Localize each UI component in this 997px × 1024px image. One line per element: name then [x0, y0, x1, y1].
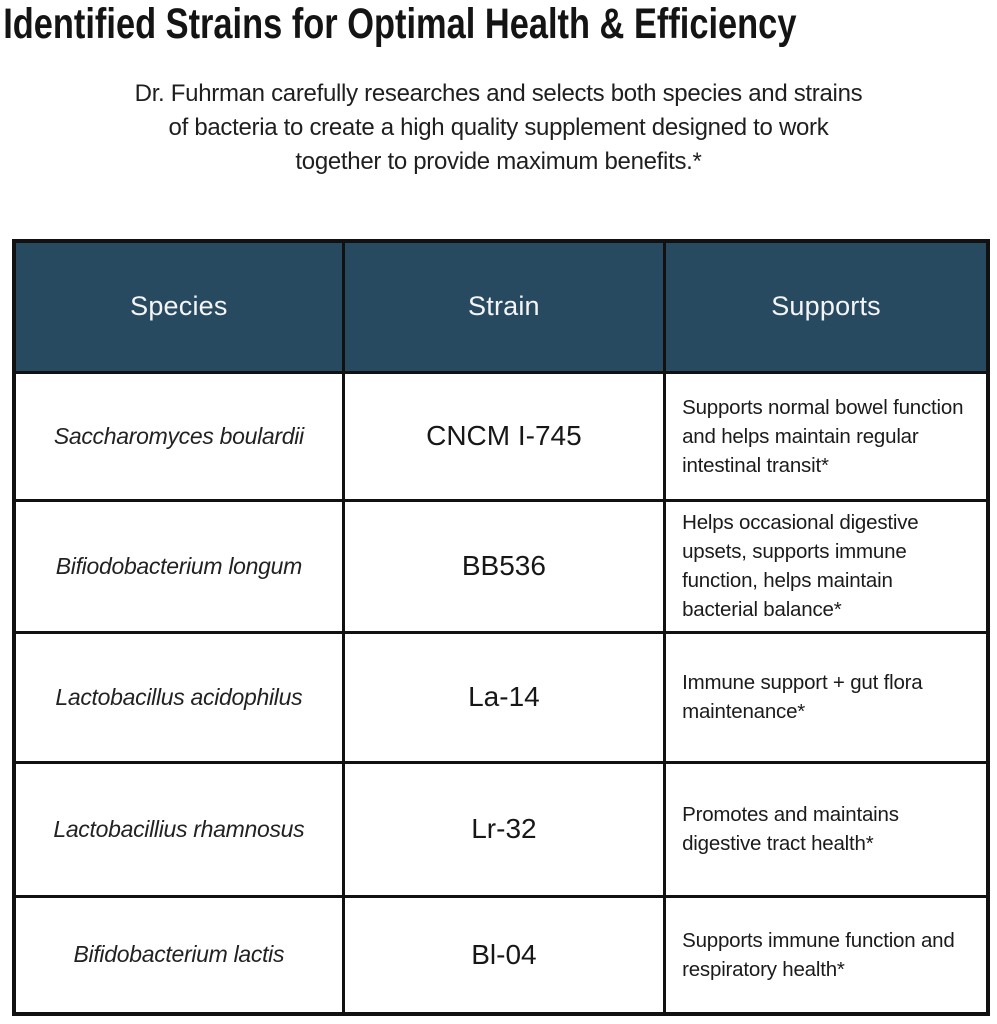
strain-cell: CNCM I-745 — [343, 372, 664, 500]
strain-cell: Bl-04 — [343, 896, 664, 1014]
strains-table — [12, 239, 990, 1016]
table-row — [14, 896, 988, 1014]
subtitle-line: Dr. Fuhrman carefully researches and selects both species and strains — [134, 80, 863, 108]
supports-cell: Helps occasional digestive upsets, supports immune function, helps maintain bacterial balance* — [665, 500, 988, 632]
species-cell: Saccharomyces boulardii — [14, 372, 343, 500]
table-row — [14, 372, 988, 500]
supports-cell: Immune support + gut flora maintenance* — [665, 632, 988, 762]
species-cell: Bifidobacterium lactis — [14, 896, 343, 1014]
supports-cell: Supports immune function and respiratory health* — [665, 896, 988, 1014]
supports-cell: Supports normal bowel function and helps maintain regular intestinal transit* — [665, 372, 988, 500]
table-row — [14, 632, 988, 762]
subtitle — [0, 77, 997, 179]
species-cell: Bifiodobacterium longum — [14, 500, 343, 632]
table-row — [14, 762, 988, 896]
strain-cell: Lr-32 — [343, 762, 664, 896]
subtitle-line: together to provide maximum benefits.* — [295, 148, 702, 176]
subtitle-line: of bacteria to create a high quality supplement designed to work — [168, 114, 829, 142]
page-title: Identified Strains for Optimal Health & Efficiency — [3, 0, 797, 48]
table-row — [14, 500, 988, 632]
species-cell: Lactobacillius rhamnosus — [14, 762, 343, 896]
table-header-supports: Supports — [665, 241, 988, 372]
strain-cell: La-14 — [343, 632, 664, 762]
species-cell: Lactobacillus acidophilus — [14, 632, 343, 762]
strain-cell: BB536 — [343, 500, 664, 632]
table-header-row — [14, 241, 988, 372]
supports-cell: Promotes and maintains digestive tract health* — [665, 762, 988, 896]
table-header-species: Species — [14, 241, 343, 372]
table-header-strain: Strain — [343, 241, 664, 372]
